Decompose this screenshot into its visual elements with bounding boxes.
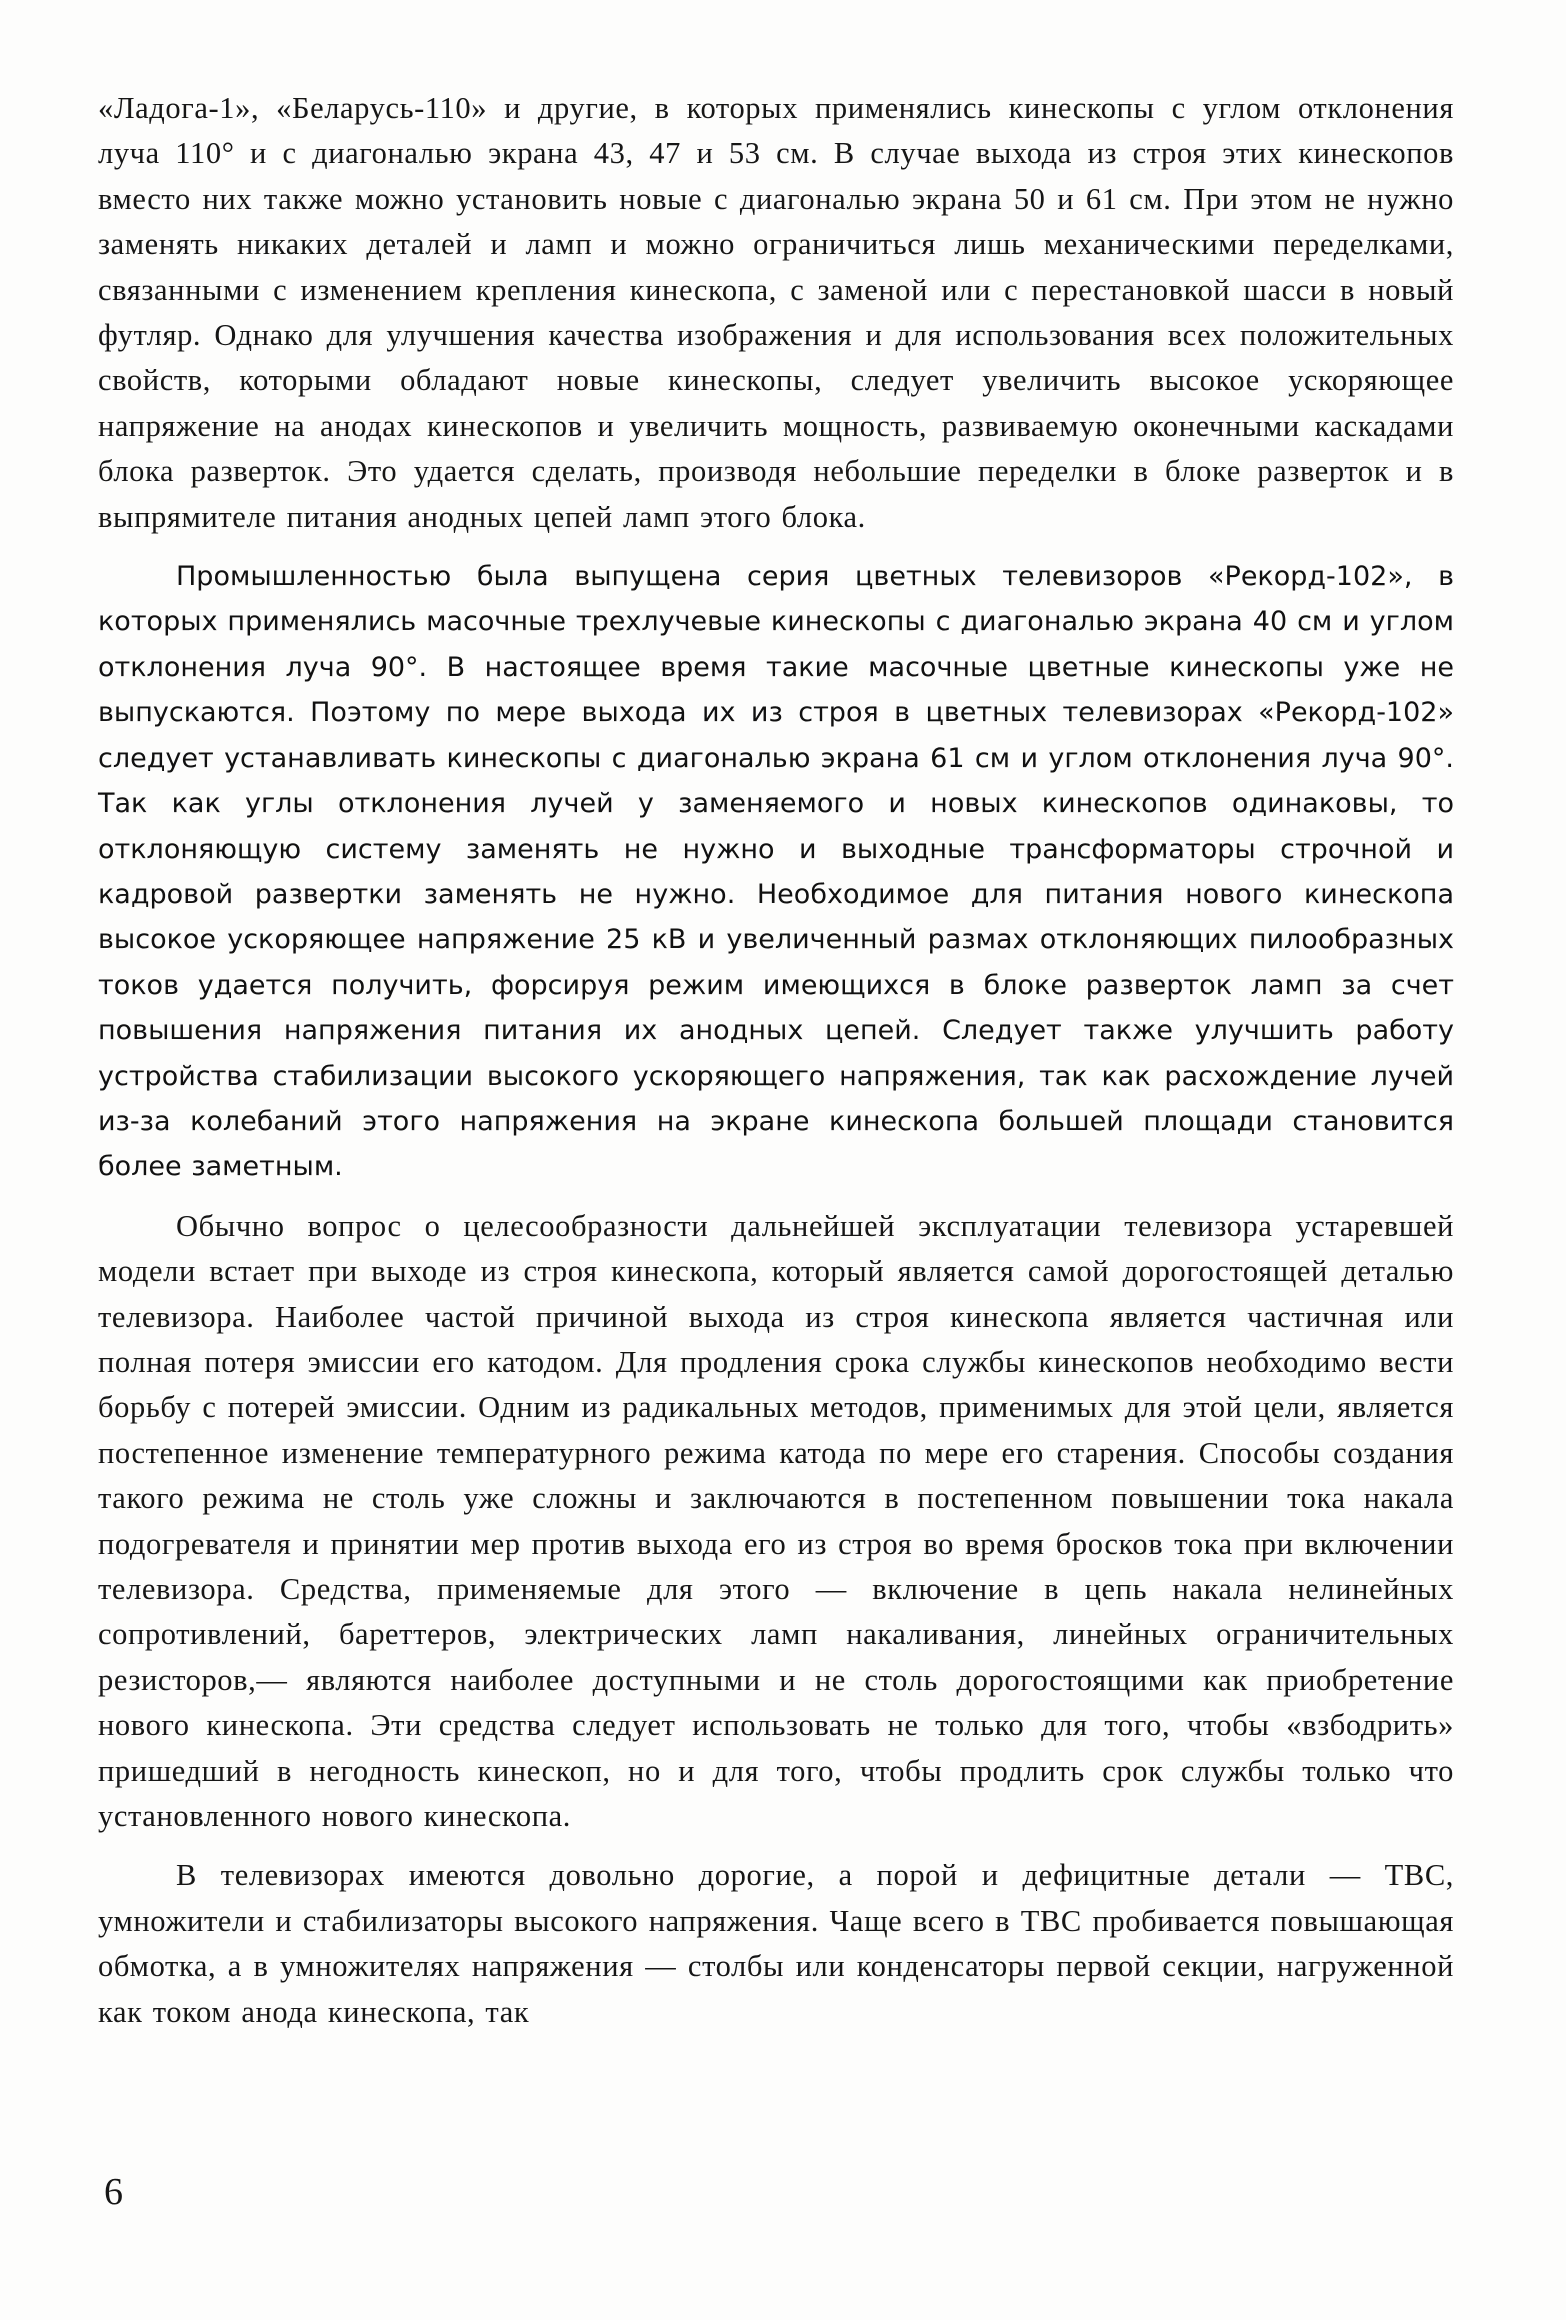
paragraph-1: «Ладога-1», «Беларусь-110» и другие, в которых применялись кинескопы с углом отклонения луча 110° и с диагональю экрана 43, 47 и 53 см. В случае выхода из строя этих кинескопов вместо них также можно установить новые с диагональю экрана 50 и 61 см. При этом не нужно заменять никаких деталей и ламп и можно ограничиться лишь механическими переделками, связанными с изменением крепления кинескопа, с заменой или с перестановкой шасси в новый футляр. Однако для улучшения качества изображения и для использования всех положительных свойств, которыми обладают новые кинескопы, следует увеличить высокое ускоряющее напряжение на анодах кинескопов и увеличить мощность, развиваемую оконечными каскадами блока разверток. Это удается сделать, производя небольшие переделки в блоке разверток и в выпрямителе питания анодных цепей ламп этого блока. <box>98 91 1454 534</box>
page-number: 6 <box>104 2171 123 2213</box>
paragraph-2: Промышленностью была выпущена серия цветных телевизоров «Рекорд-102», в которых применялись масочные трехлучевые кинескопы с диагональю экрана 40 см и углом отклонения луча 90°. В настоящее время такие масочные цветные кинескопы уже не выпускаются. Поэтому по мере выхода их из строя в цветных телевизорах «Рекорд-102» следует устанавливать кинескопы с диагональю экрана 61 см и углом отклонения луча 90°. Так как углы отклонения лучей у заменяемого и новых кинескопов одинаковы, то отклоняющую систему заменять не нужно и выходные трансформаторы строчной и кадровой развертки заменять не нужно. Необходимое для питания нового кинескопа высокое ускоряющее напряжение 25 кВ и увеличенный размах отклоняющих пилообразных токов удается получить, форсируя режим имеющихся в блоке разверток ламп за счет повышения напряжения питания их анодных цепей. Следует также улучшить работу устройства стабилизации высокого ускоряющего напряжения, так как расхождение лучей из-за колебаний этого напряжения на экране кинескопа большей площади становится более заметным. <box>98 561 1454 1183</box>
paragraph-3: Обычно вопрос о целесообразности дальнейшей эксплуатации телевизора устаревшей модели встает при выходе из строя кинескопа, который является самой дорогостоящей деталью телевизора. Наиболее частой причиной выхода из строя кинескопа является частичная или полная потеря эмиссии его катодом. Для продления срока службы кинескопов необходимо вести борьбу с потерей эмиссии. Одним из радикальных методов, применимых для этой цели, является постепенное изменение температурного режима катода по мере его старения. Способы создания такого режима не столь уже сложны и заключаются в постепенном повышении тока накала подогревателя и принятии мер против выхода его из строя во время бросков тока при включении телевизора. Средства, применяемые для этого — включение в цепь накала нелинейных сопротивлений, бареттеров, электрических ламп накаливания, линейных ограничительных резисторов,— являются наиболее доступными и не столь дорогостоящими как приобретение нового кинескопа. Эти средства следует использовать не только для того, чтобы «взбодрить» пришедший в негодность кинескоп, но и для того, чтобы продлить срок службы только что установленного нового кинескопа. <box>98 1208 1454 1834</box>
paragraph-4: В телевизорах имеются довольно дорогие, а порой и дефицитные детали — ТВС, умножители и стабилизаторы высокого напряжения. Чаще всего в ТВС пробивается повышающая обмотка, а в умножителях напряжения — столбы или конденсаторы первой секции, нагруженной как током анода кинескопа, так <box>98 1858 1454 2029</box>
body-text <box>98 86 1454 2049</box>
